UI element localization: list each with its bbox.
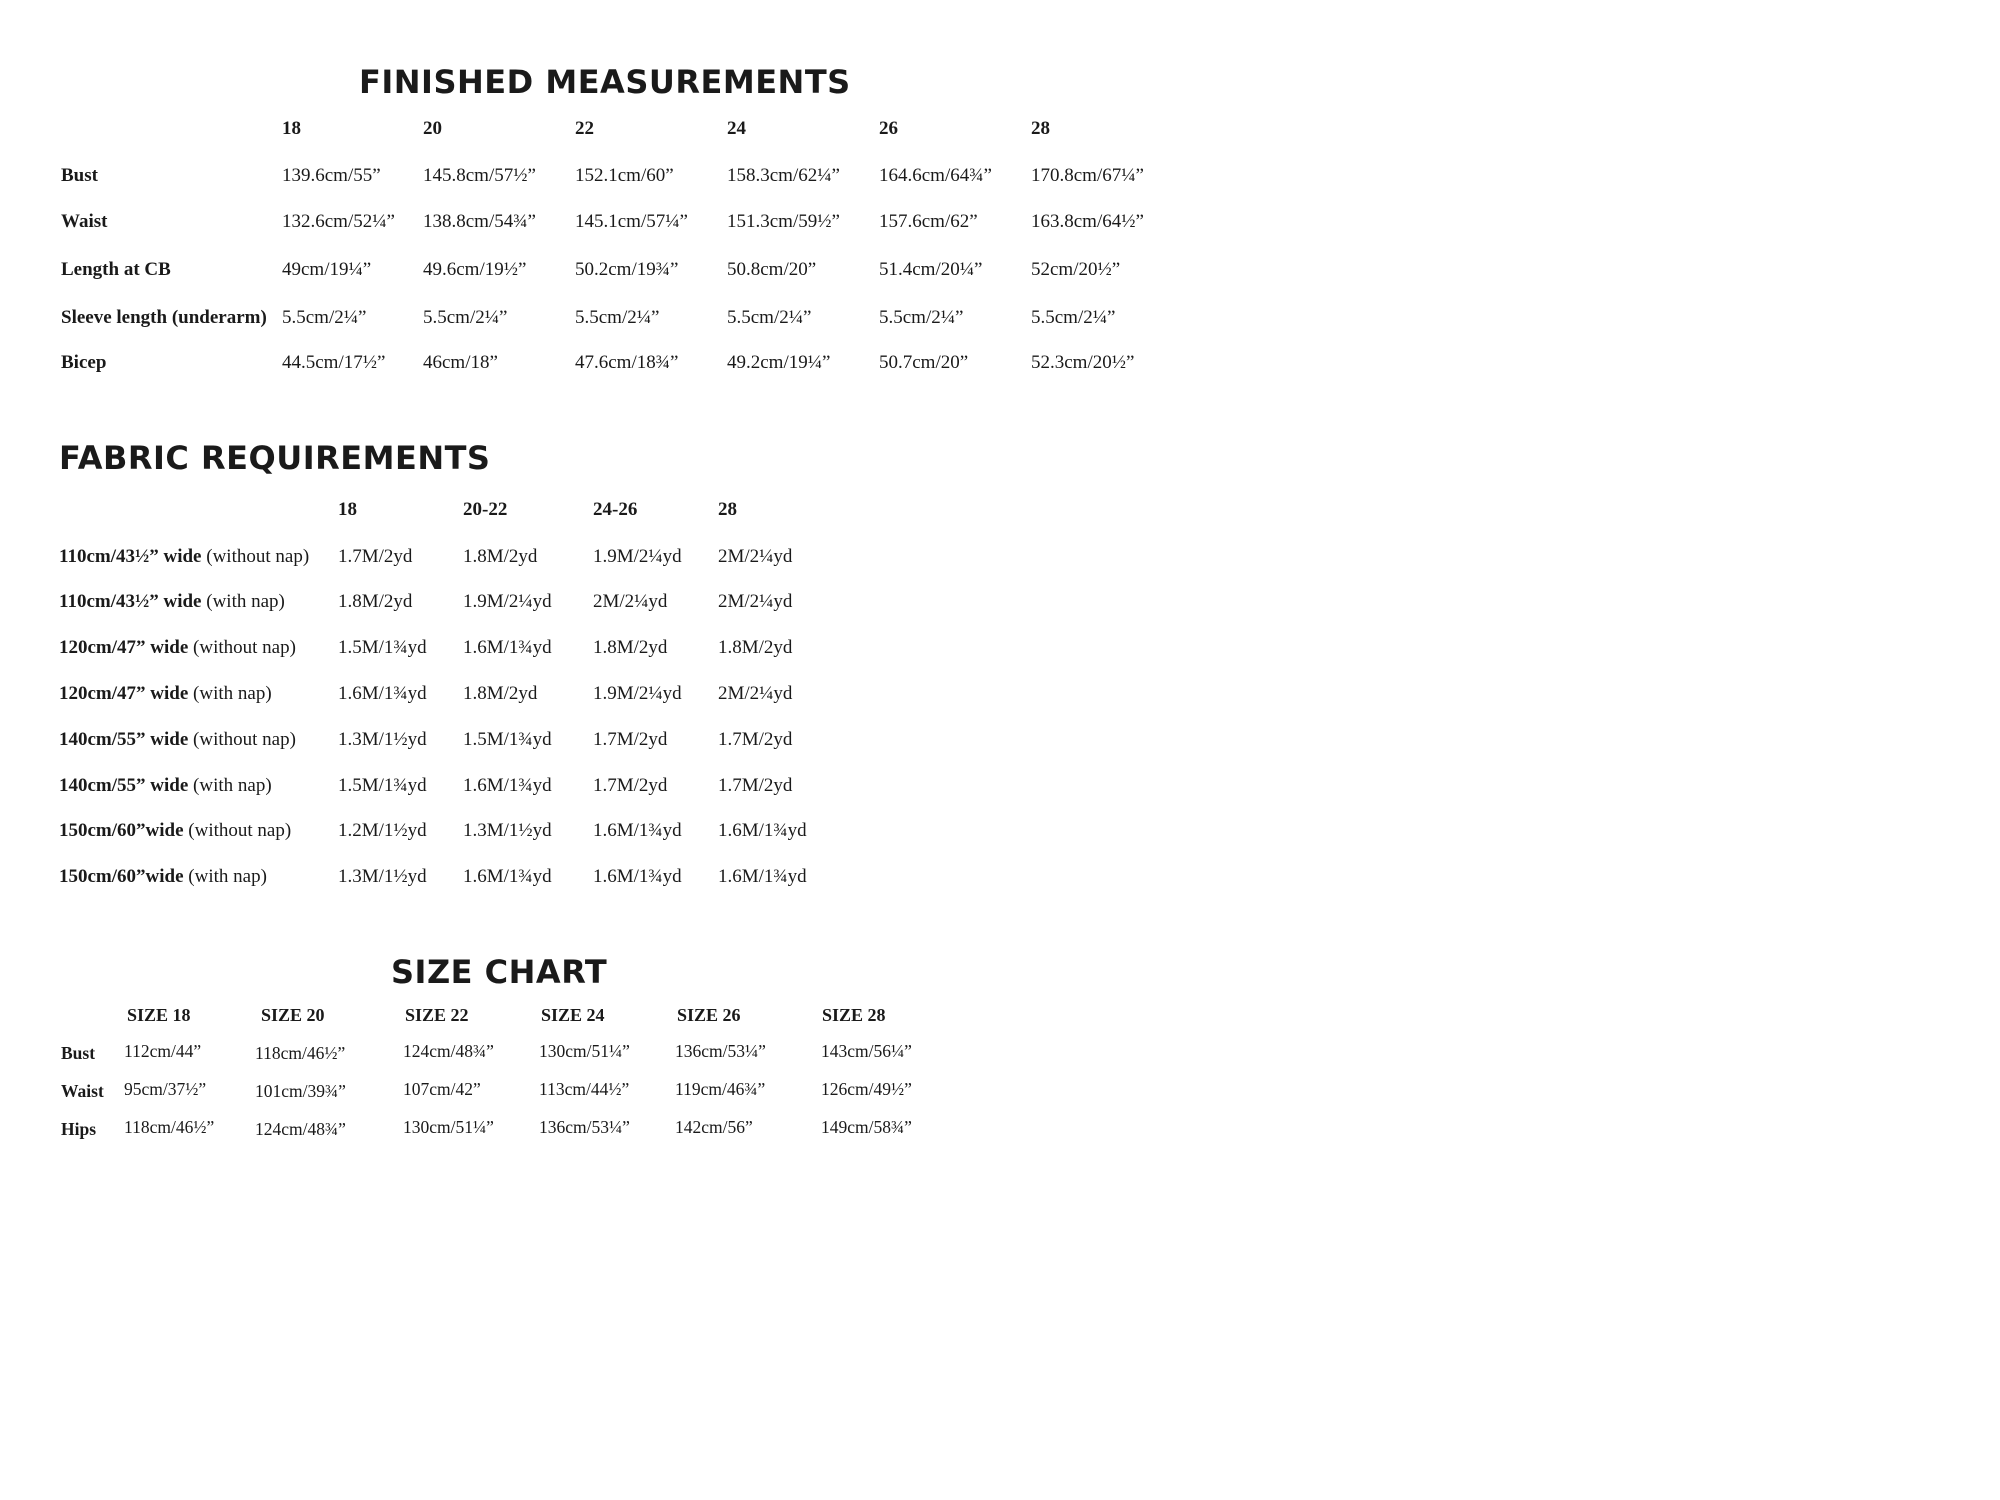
- fr-width: 140cm/55” wide: [59, 775, 189, 796]
- fm-cell: 157.6cm/62”: [879, 211, 978, 232]
- sc-cell: 118cm/46½”: [255, 1043, 346, 1063]
- fm-cell: 145.1cm/57¼”: [575, 211, 688, 232]
- fr-nap-note: (with nap): [188, 866, 267, 887]
- sc-size-header: SIZE 22: [405, 1005, 469, 1025]
- fr-cell: 1.8M/2yd: [338, 591, 413, 612]
- sc-row-label: Hips: [61, 1119, 97, 1139]
- fr-nap-note: (with nap): [193, 775, 272, 796]
- fm-cell: 170.8cm/67¼”: [1031, 165, 1144, 186]
- sc-cell: 126cm/49½”: [821, 1079, 912, 1099]
- fm-cell: 50.7cm/20”: [879, 352, 969, 373]
- sc-size-header: SIZE 18: [127, 1005, 191, 1025]
- fm-cell: 5.5cm/2¼”: [423, 307, 508, 328]
- fm-row-label: Bicep: [61, 352, 107, 373]
- sc-cell: 119cm/46¾”: [675, 1079, 766, 1099]
- fr-cell: 1.9M/2¼yd: [593, 546, 682, 567]
- fr-cell: 1.8M/2yd: [593, 637, 668, 658]
- fm-cell: 52.3cm/20½”: [1031, 352, 1135, 373]
- fr-cell: 1.8M/2yd: [718, 637, 793, 658]
- fm-row-label: Bust: [61, 165, 98, 186]
- fm-size-header: 28: [1031, 118, 1050, 139]
- fr-cell: 1.9M/2¼yd: [463, 591, 552, 612]
- fm-cell: 46cm/18”: [423, 352, 498, 373]
- fm-cell: 145.8cm/57½”: [423, 165, 536, 186]
- fr-cell: 2M/2¼yd: [718, 683, 793, 704]
- fr-size-header: 24-26: [593, 499, 638, 520]
- fr-cell: 1.6M/1¾yd: [338, 683, 427, 704]
- size-chart-title: SIZE CHART: [391, 953, 608, 991]
- fm-row-label: Length at CB: [61, 259, 171, 280]
- fm-cell: 163.8cm/64½”: [1031, 211, 1144, 232]
- fm-cell: 49.2cm/19¼”: [727, 352, 831, 373]
- sc-cell: 118cm/46½”: [124, 1117, 215, 1137]
- fr-row-label: [59, 821, 291, 840]
- sc-cell: 113cm/44½”: [539, 1079, 630, 1099]
- fr-width: 140cm/55” wide: [59, 729, 189, 750]
- fr-nap-note: (with nap): [206, 591, 285, 612]
- fm-cell: 5.5cm/2¼”: [1031, 307, 1116, 328]
- fm-cell: 5.5cm/2¼”: [879, 307, 964, 328]
- fr-row-label: [59, 547, 309, 566]
- fr-cell: 1.8M/2yd: [463, 683, 538, 704]
- fr-nap-note: (without nap): [193, 729, 296, 750]
- fm-size-header: 24: [727, 118, 746, 139]
- fr-nap-note: (without nap): [206, 546, 310, 567]
- fr-row-label: [59, 684, 272, 703]
- fm-row-label: Waist: [61, 211, 108, 232]
- fr-cell: 1.6M/1¾yd: [463, 866, 552, 887]
- fm-cell: 49.6cm/19½”: [423, 259, 527, 280]
- sc-cell: 130cm/51¼”: [403, 1117, 494, 1137]
- fr-width: 150cm/60”wide: [59, 866, 184, 887]
- fr-cell: 1.7M/2yd: [593, 775, 668, 796]
- fr-row-label: [59, 638, 296, 657]
- sc-cell: 130cm/51¼”: [539, 1041, 630, 1061]
- fr-cell: 1.6M/1¾yd: [593, 820, 682, 841]
- fm-cell: 132.6cm/52¼”: [282, 211, 395, 232]
- sc-size-header: SIZE 20: [261, 1005, 325, 1025]
- fr-width: 120cm/47” wide: [59, 637, 189, 658]
- sc-cell: 136cm/53¼”: [539, 1117, 630, 1137]
- fr-nap-note: (with nap): [193, 683, 272, 704]
- fr-cell: 2M/2¼yd: [718, 591, 793, 612]
- fr-size-header: 28: [718, 499, 737, 520]
- fm-size-header: 20: [423, 118, 442, 139]
- fm-cell: 5.5cm/2¼”: [727, 307, 812, 328]
- fm-size-header: 18: [282, 118, 301, 139]
- fr-width: 150cm/60”wide: [59, 820, 184, 841]
- fm-cell: 139.6cm/55”: [282, 165, 381, 186]
- fm-cell: 44.5cm/17½”: [282, 352, 386, 373]
- fr-row-label: [59, 867, 267, 886]
- fr-width: 110cm/43½” wide: [59, 591, 202, 612]
- fr-cell: 1.7M/2yd: [338, 546, 413, 567]
- fm-cell: 152.1cm/60”: [575, 165, 674, 186]
- sc-row-label: Waist: [61, 1081, 104, 1101]
- fr-cell: 1.6M/1¾yd: [593, 866, 682, 887]
- fr-size-header: 20-22: [463, 499, 508, 520]
- sc-cell: 124cm/48¾”: [403, 1041, 494, 1061]
- fr-width: 120cm/47” wide: [59, 683, 189, 704]
- sc-cell: 143cm/56¼”: [821, 1041, 912, 1061]
- fm-cell: 158.3cm/62¼”: [727, 165, 840, 186]
- fr-cell: 1.7M/2yd: [718, 775, 793, 796]
- fm-cell: 50.2cm/19¾”: [575, 259, 679, 280]
- sc-size-header: SIZE 28: [822, 1005, 886, 1025]
- fr-cell: 1.5M/1¾yd: [338, 637, 427, 658]
- sc-size-header: SIZE 24: [541, 1005, 605, 1025]
- fm-cell: 50.8cm/20”: [727, 259, 817, 280]
- fm-cell: 47.6cm/18¾”: [575, 352, 679, 373]
- sc-cell: 124cm/48¾”: [255, 1119, 346, 1139]
- sc-cell: 142cm/56”: [675, 1117, 753, 1137]
- fm-row-label: Sleeve length (underarm): [61, 307, 267, 328]
- fabric-requirements-title: FABRIC REQUIREMENTS: [59, 439, 491, 477]
- fr-size-header: 18: [338, 499, 357, 520]
- sc-cell: 112cm/44”: [124, 1041, 202, 1061]
- sc-cell: 101cm/39¾”: [255, 1081, 346, 1101]
- fm-cell: 52cm/20½”: [1031, 259, 1121, 280]
- fr-cell: 1.5M/1¾yd: [463, 729, 552, 750]
- fr-cell: 2M/2¼yd: [593, 591, 668, 612]
- fm-cell: 5.5cm/2¼”: [282, 307, 367, 328]
- fr-cell: 1.2M/1½yd: [338, 820, 427, 841]
- fr-cell: 1.6M/1¾yd: [463, 775, 552, 796]
- fm-cell: 5.5cm/2¼”: [575, 307, 660, 328]
- fm-cell: 164.6cm/64¾”: [879, 165, 992, 186]
- fr-cell: 1.3M/1½yd: [338, 866, 427, 887]
- fr-cell: 1.7M/2yd: [718, 729, 793, 750]
- fr-cell: 1.6M/1¾yd: [463, 637, 552, 658]
- fr-cell: 1.3M/1½yd: [338, 729, 427, 750]
- fm-cell: 51.4cm/20¼”: [879, 259, 983, 280]
- fm-cell: 138.8cm/54¾”: [423, 211, 536, 232]
- fr-cell: 1.6M/1¾yd: [718, 866, 807, 887]
- fm-cell: 151.3cm/59½”: [727, 211, 840, 232]
- fr-row-label: [59, 730, 296, 749]
- sc-row-label: Bust: [61, 1043, 96, 1063]
- fr-cell: 2M/2¼yd: [718, 546, 793, 567]
- fm-size-header: 26: [879, 118, 898, 139]
- fr-cell: 1.8M/2yd: [463, 546, 538, 567]
- fr-row-label: [59, 592, 285, 611]
- fr-nap-note: (without nap): [193, 637, 296, 658]
- fr-width: 110cm/43½” wide: [59, 546, 202, 567]
- fr-cell: 1.6M/1¾yd: [718, 820, 807, 841]
- fm-size-header: 22: [575, 118, 594, 139]
- fm-cell: 49cm/19¼”: [282, 259, 372, 280]
- sc-size-header: SIZE 26: [677, 1005, 741, 1025]
- fr-nap-note: (without nap): [188, 820, 292, 841]
- fr-cell: 1.3M/1½yd: [463, 820, 552, 841]
- sc-cell: 136cm/53¼”: [675, 1041, 766, 1061]
- fr-row-label: [59, 776, 272, 795]
- fr-cell: 1.9M/2¼yd: [593, 683, 682, 704]
- finished-measurements-title: FINISHED MEASUREMENTS: [359, 63, 851, 101]
- sc-cell: 95cm/37½”: [124, 1079, 207, 1099]
- fr-cell: 1.5M/1¾yd: [338, 775, 427, 796]
- fr-cell: 1.7M/2yd: [593, 729, 668, 750]
- sc-cell: 107cm/42”: [403, 1079, 481, 1099]
- sc-cell: 149cm/58¾”: [821, 1117, 912, 1137]
